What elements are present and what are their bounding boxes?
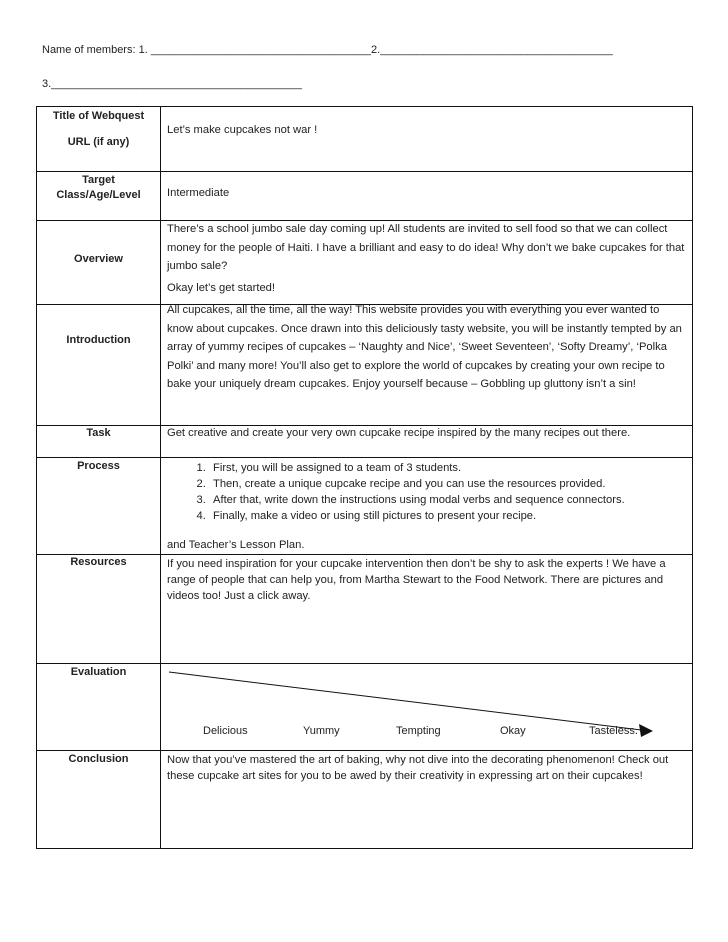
scale-label-tasteless: Tasteless. bbox=[589, 725, 638, 737]
label-cell-process bbox=[37, 458, 161, 555]
row-task bbox=[37, 426, 693, 458]
label-cell-resources bbox=[37, 555, 161, 664]
process-step: 2. Then, create a unique cupcake recipe and you can use the resources provided. bbox=[209, 476, 688, 492]
label-cell-title bbox=[37, 107, 161, 172]
label-cell-task bbox=[37, 426, 161, 458]
target-label-2: Class/Age/Level bbox=[56, 189, 141, 201]
row-conclusion bbox=[37, 751, 693, 849]
conclusion-label: Conclusion bbox=[68, 753, 129, 765]
resources-label: Resources bbox=[70, 556, 127, 568]
members-line: Name of members: 1. ____________________________________2.______________________________________ bbox=[42, 44, 613, 56]
label-cell-target bbox=[37, 172, 161, 221]
row-process bbox=[37, 458, 693, 555]
process-trailing: and Teacher’s Lesson Plan. bbox=[167, 539, 305, 551]
webquest-table bbox=[36, 106, 693, 849]
introduction-label: Introduction bbox=[66, 334, 131, 346]
process-step: 4. Finally, make a video or using still pictures to present your recipe. bbox=[209, 508, 688, 524]
value-cell-conclusion bbox=[161, 751, 693, 849]
url-label: URL (if any) bbox=[67, 136, 130, 148]
value-cell-process bbox=[161, 458, 693, 555]
row-evaluation bbox=[37, 664, 693, 751]
evaluation-label: Evaluation bbox=[70, 666, 127, 678]
value-cell-title bbox=[161, 107, 693, 172]
target-value: Intermediate bbox=[167, 187, 230, 199]
process-step: 3. After that, write down the instructions using modal verbs and sequence connectors. bbox=[209, 492, 688, 508]
scale-label-okay: Okay bbox=[500, 725, 526, 737]
label-cell-evaluation bbox=[37, 664, 161, 751]
process-steps bbox=[167, 460, 688, 524]
row-target bbox=[37, 172, 693, 221]
scale-label-yummy: Yummy bbox=[303, 725, 340, 737]
evaluation-arrow-head bbox=[639, 724, 653, 737]
member-three-line: 3._________________________________________ bbox=[42, 78, 302, 90]
evaluation-arrow bbox=[161, 664, 693, 750]
overview-label: Overview bbox=[74, 253, 123, 265]
overview-text: There’s a school jumbo sale day coming up! All students are invited to sell food so that we can collect money for the people of Haiti. I have a brilliant and easy to do idea! Why don’t we bake cupcakes for that jumbo sale? bbox=[167, 223, 685, 272]
introduction-text: All cupcakes, all the time, all the way! This website provides you with everything you ever wanted to know about cupcakes. Once drawn into this deliciously tasty website, you will be instantly tempted by an array of yummy recipes of cupcakes – ‘Naughty and Nice’, ‘Sweet Seventeen’, ‘Softy Dreamy’, ‘Polka Polki’ and many more! You’ll also get to explore the world of cupcakes by creating your own recipe to bake your uniquely dream cupcakes. Enjoy yourself because – Gobbling up gluttony isn’t a sin! bbox=[167, 304, 682, 390]
process-step: 1. First, you will be assigned to a team of 3 students. bbox=[209, 460, 688, 476]
label-cell-conclusion bbox=[37, 751, 161, 849]
task-label: Task bbox=[86, 427, 111, 439]
value-cell-resources bbox=[161, 555, 693, 664]
webquest-title: Let’s make cupcakes not war ! bbox=[167, 124, 318, 136]
row-resources bbox=[37, 555, 693, 664]
value-cell-overview bbox=[161, 221, 693, 305]
value-cell-task bbox=[161, 426, 693, 458]
title-label-1: Title of Webquest bbox=[52, 110, 145, 122]
value-cell-evaluation bbox=[161, 664, 693, 751]
evaluation-scale bbox=[161, 664, 692, 750]
task-text: Get creative and create your very own cupcake recipe inspired by the many recipes out there. bbox=[167, 427, 631, 439]
evaluation-arrow-line bbox=[169, 672, 641, 730]
scale-label-tempting: Tempting bbox=[396, 725, 441, 737]
conclusion-text: Now that you’ve mastered the art of baking, why not dive into the decorating phenomenon! Check out these cupcake art sites for you to be awed by their creativity in expressing art on their cupcakes! bbox=[167, 754, 669, 782]
value-cell-introduction bbox=[161, 305, 693, 426]
row-introduction bbox=[37, 305, 693, 426]
row-overview bbox=[37, 221, 693, 305]
resources-text: If you need inspiration for your cupcake intervention then don’t be shy to ask the experts ! We have a range of people that can help you, from Martha Stewart to the Food Network. There are pictures and videos too! Just a click away. bbox=[167, 558, 666, 602]
label-cell-introduction bbox=[37, 305, 161, 426]
process-label: Process bbox=[77, 460, 120, 472]
target-label-1: Target bbox=[82, 174, 115, 186]
scale-label-delicious: Delicious bbox=[203, 725, 248, 737]
label-cell-overview bbox=[37, 221, 161, 305]
overview-start: Okay let’s get started! bbox=[167, 281, 275, 294]
row-title bbox=[37, 107, 693, 172]
value-cell-target bbox=[161, 172, 693, 221]
